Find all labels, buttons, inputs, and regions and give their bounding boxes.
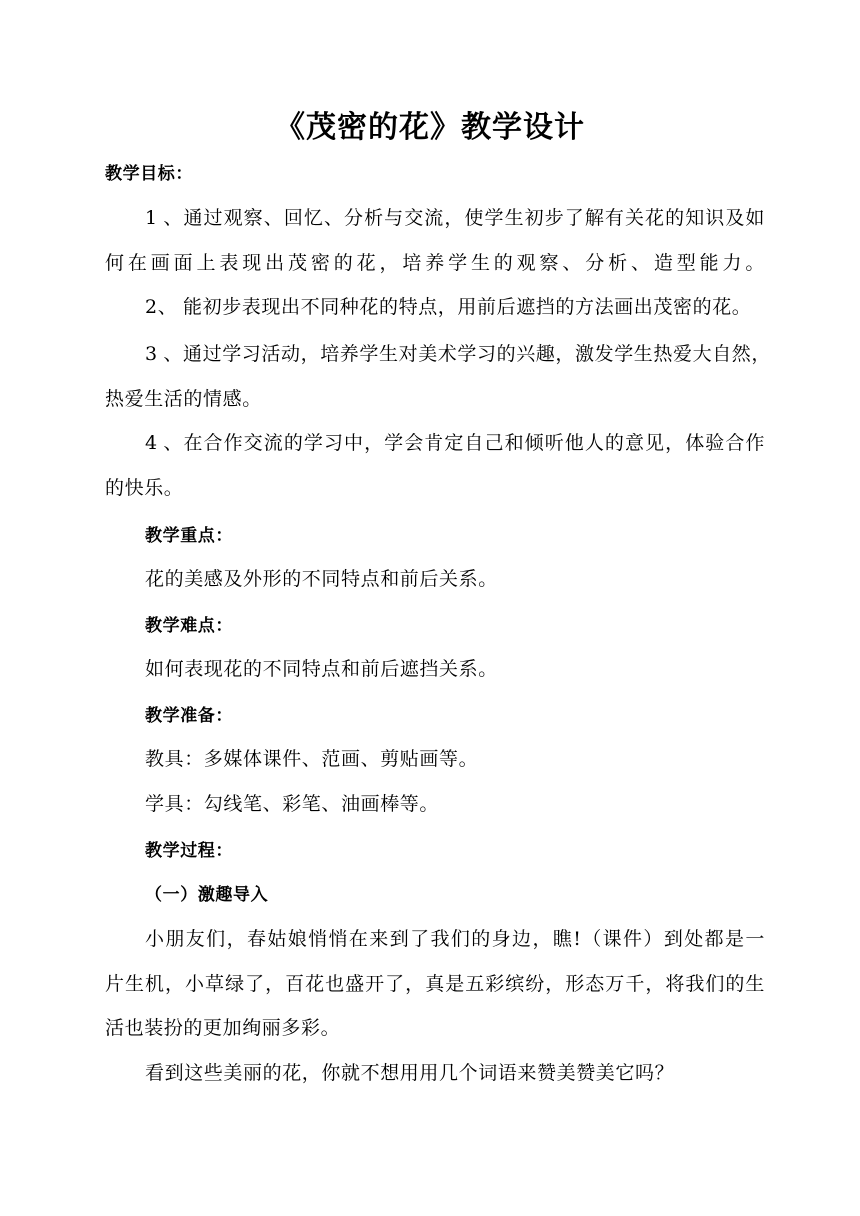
process-heading: 教学过程：	[145, 841, 233, 861]
objective-1-text: 通过观察、回忆、分析与交流，使学生初步了解有关花的知识及如	[183, 207, 765, 229]
student-tools-text: 学具：勾线笔、彩笔、油画棒等。	[145, 793, 440, 815]
section-1-heading: （一）激趣导入	[145, 885, 269, 905]
objective-2-number: 2、	[145, 296, 178, 318]
objective-4-line-1	[145, 429, 765, 457]
objective-1-number: 1、	[145, 207, 183, 229]
teacher-tools-text: 教具：多媒体课件、范画、剪贴画等。	[145, 748, 479, 770]
objective-1-line-1	[145, 204, 765, 232]
preparation-heading: 教学准备：	[145, 706, 233, 726]
document-title: 《茂密的花》教学设计	[275, 110, 585, 145]
objective-2-line-1	[145, 293, 765, 321]
objective-4-line-2: 的快乐。	[105, 477, 184, 499]
key-points-text: 花的美感及外形的不同特点和前后关系。	[145, 568, 498, 590]
section-1-paragraph-1-line-1: 小朋友们，春姑娘悄悄在来到了我们的身边，瞧!（课件）到处都是一	[145, 928, 765, 950]
objective-1-line-2: 何在画面上表现出茂密的花，培养学生的观察、分析、造型能力。	[105, 252, 765, 274]
objective-3-line-2: 热爱生活的情感。	[105, 388, 262, 410]
objective-3-text: 通过学习活动，培养学生对美术学习的兴趣，激发学生热爱大自然，	[183, 343, 772, 365]
difficulties-heading: 教学难点：	[145, 616, 233, 636]
objective-3-line-1	[145, 340, 772, 368]
section-1-paragraph-1-line-2: 片生机，小草绿了，百花也盛开了，真是五彩缤纷，形态万千，将我们的生	[105, 973, 765, 995]
section-1-paragraph-1-line-3: 活也装扮的更加绚丽多彩。	[105, 1017, 341, 1039]
difficulties-text: 如何表现花的不同特点和前后遮挡关系。	[145, 658, 498, 680]
key-points-heading: 教学重点：	[145, 526, 233, 546]
objective-4-number: 4、	[145, 432, 183, 454]
section-1-paragraph-2: 看到这些美丽的花，你就不想用用几个词语来赞美赞美它吗？	[145, 1062, 675, 1084]
objective-4-text: 在合作交流的学习中，学会肯定自己和倾听他人的意见，体验合作	[183, 432, 765, 454]
objective-3-number: 3、	[145, 343, 183, 365]
objective-2-text: 能初步表现出不同种花的特点，用前后遮挡的方法画出茂密的花。	[183, 296, 752, 318]
objectives-heading: 教学目标：	[105, 164, 193, 184]
